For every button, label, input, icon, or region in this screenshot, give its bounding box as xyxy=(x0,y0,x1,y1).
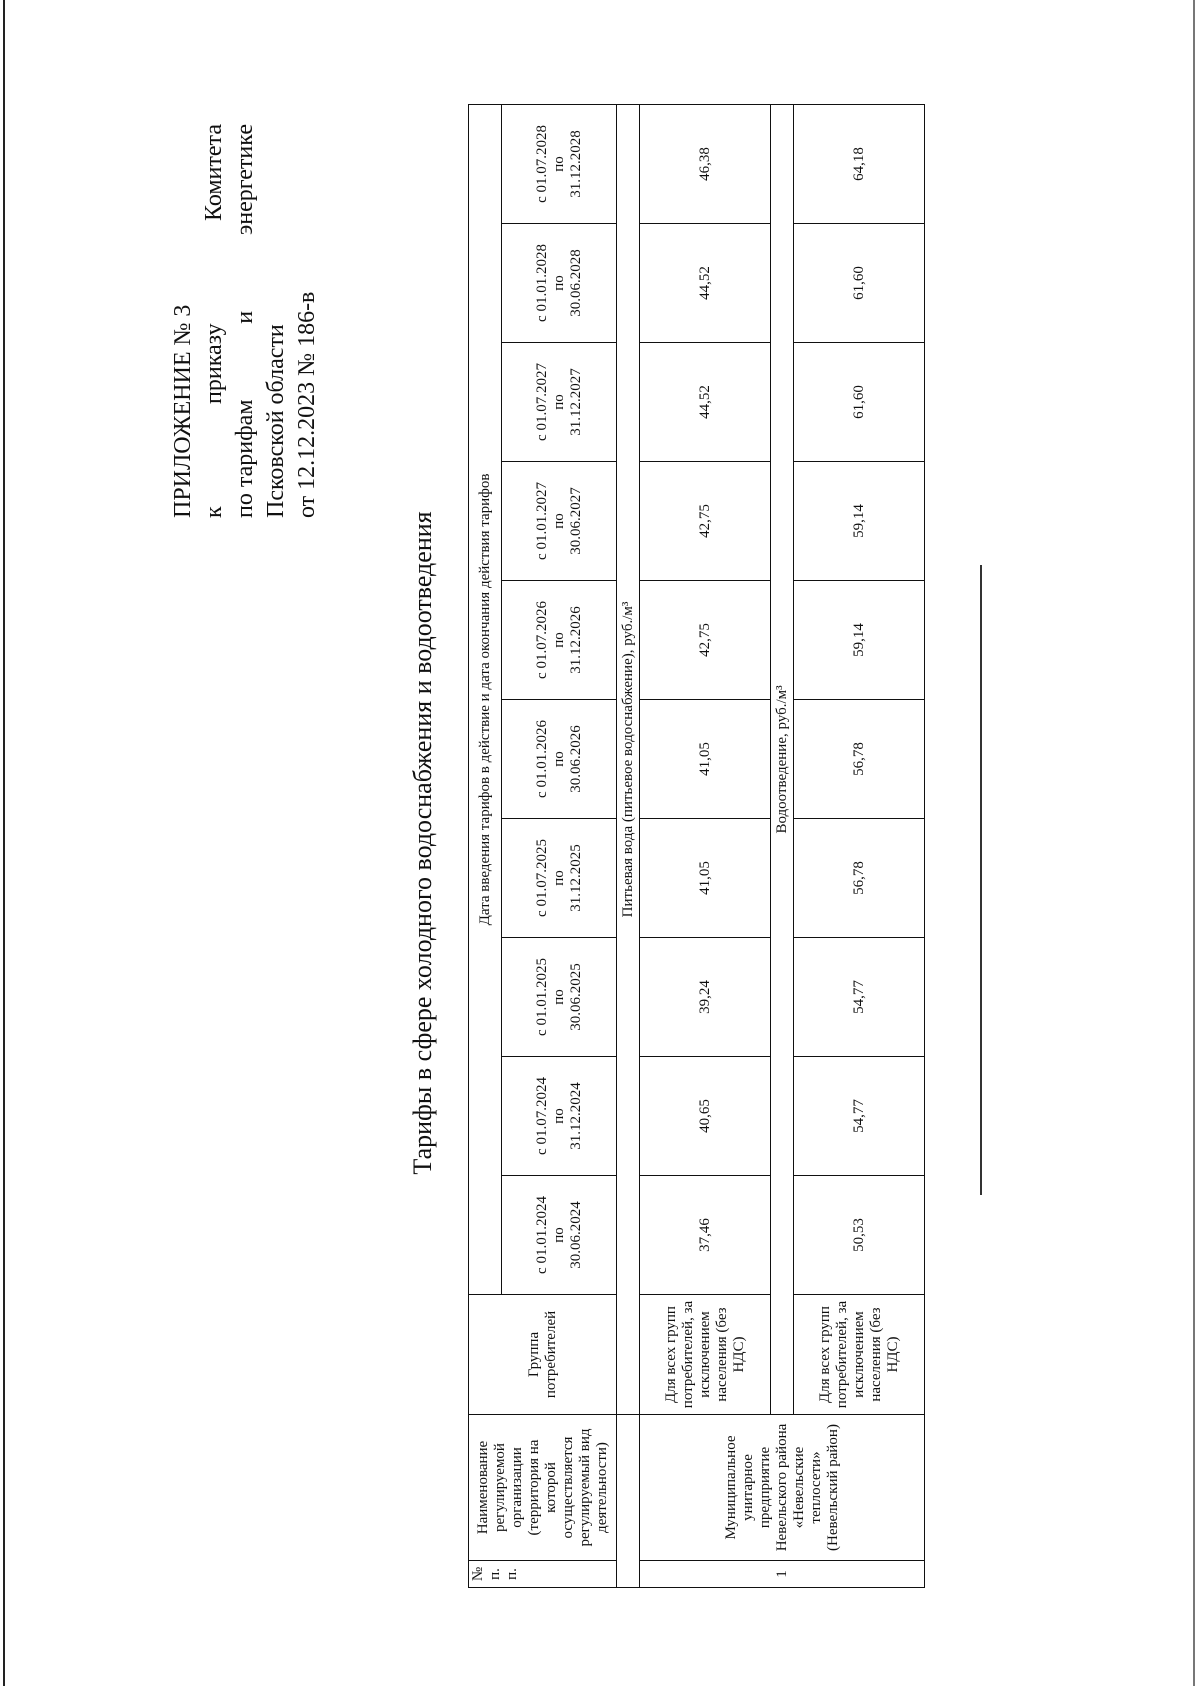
period-header xyxy=(502,1176,617,1295)
header-dates: Дата введения тарифов в действие и дата окончания действия тарифов xyxy=(469,104,502,1294)
period-from: с 01.01.2024 xyxy=(533,1196,550,1274)
tariff-value: 42,75 xyxy=(640,462,771,581)
period-to: 31.12.2028 xyxy=(567,130,584,198)
tariff-value: 59,14 xyxy=(794,462,925,581)
period-to: 30.06.2024 xyxy=(567,1201,584,1269)
period-header xyxy=(502,938,617,1057)
period-to: 30.06.2028 xyxy=(567,249,584,317)
period-to: 30.06.2026 xyxy=(567,725,584,793)
tariff-value: 56,78 xyxy=(794,700,925,819)
period-header xyxy=(502,700,617,819)
period-from: с 01.01.2025 xyxy=(533,958,550,1036)
tariff-value: 44,52 xyxy=(640,343,771,462)
period-to: 31.12.2027 xyxy=(567,368,584,436)
period-to: 30.06.2025 xyxy=(567,963,584,1031)
period-header xyxy=(502,224,617,343)
period-po: по xyxy=(550,275,567,291)
annex-line-4: Псковской области xyxy=(263,324,289,518)
period-from: с 01.07.2027 xyxy=(533,363,550,441)
period-from: с 01.07.2024 xyxy=(533,1077,550,1155)
document-title: Тарифы в сфере холодного водоснабжения и водоотведения xyxy=(408,511,437,1175)
tariff-value: 39,24 xyxy=(640,938,771,1057)
header-organization: Наименование регулируемой организации (территория на которой осуществляется регулируемый вид деятельности) xyxy=(469,1415,617,1561)
tariff-value: 56,78 xyxy=(794,819,925,938)
period-header xyxy=(502,819,617,938)
period-from: с 01.01.2026 xyxy=(533,720,550,798)
organization-name: Муниципальное унитарное предприятие Невельского района «Невельские теплосети» (Невельский район) xyxy=(640,1415,925,1561)
period-to: 31.12.2024 xyxy=(567,1082,584,1150)
consumer-group-sewage: Для всех групп потребителей, за исключением населения (без НДС) xyxy=(794,1295,925,1415)
section-spacer xyxy=(617,1415,640,1588)
tariff-value: 37,46 xyxy=(640,1176,771,1295)
tariff-value: 42,75 xyxy=(640,581,771,700)
period-to: 30.06.2027 xyxy=(567,487,584,555)
annex-line-3: по тарифам и энергетике xyxy=(232,124,258,518)
tariff-value: 46,38 xyxy=(640,104,771,223)
tariff-value: 41,05 xyxy=(640,819,771,938)
period-header xyxy=(502,104,617,223)
period-header xyxy=(502,462,617,581)
period-po: по xyxy=(550,1227,567,1243)
period-from: с 01.07.2025 xyxy=(533,839,550,917)
annex-line-2: к приказу Комитета xyxy=(201,124,227,518)
section-title-water: Питьевая вода (питьевое водоснабжение), руб./м³ xyxy=(617,104,640,1414)
annex-header xyxy=(168,124,323,518)
tariff-value: 64,18 xyxy=(794,104,925,223)
period-po: по xyxy=(550,513,567,529)
period-header xyxy=(502,1057,617,1176)
tariff-value: 50,53 xyxy=(794,1176,925,1295)
period-to: 31.12.2025 xyxy=(567,844,584,912)
period-from: с 01.07.2026 xyxy=(533,601,550,679)
period-header xyxy=(502,581,617,700)
annex-date: от 12.12.2023 № 186-в xyxy=(294,291,320,518)
period-po: по xyxy=(550,989,567,1005)
consumer-group-water: Для всех групп потребителей, за исключением населения (без НДС) xyxy=(640,1295,771,1415)
period-to: 31.12.2026 xyxy=(567,606,584,674)
tariff-value: 44,52 xyxy=(640,224,771,343)
period-po: по xyxy=(550,1108,567,1124)
period-from: с 01.01.2027 xyxy=(533,482,550,560)
period-from: с 01.07.2028 xyxy=(533,125,550,203)
tariff-value: 41,05 xyxy=(640,700,771,819)
tariff-value: 61,60 xyxy=(794,224,925,343)
tariff-value: 61,60 xyxy=(794,343,925,462)
period-po: по xyxy=(550,394,567,410)
section-title-sewage: Водоотведение, руб./м³ xyxy=(771,104,794,1414)
tariff-table xyxy=(468,104,925,1588)
period-from: с 01.01.2028 xyxy=(533,244,550,322)
tariff-value: 40,65 xyxy=(640,1057,771,1176)
annex-title: ПРИЛОЖЕНИЕ № 3 xyxy=(170,304,196,518)
tariff-value: 59,14 xyxy=(794,581,925,700)
tariff-value: 54,77 xyxy=(794,1057,925,1176)
period-po: по xyxy=(550,870,567,886)
header-number: № п. п. xyxy=(469,1561,617,1588)
period-po: по xyxy=(550,156,567,172)
row-number: 1 xyxy=(640,1561,925,1588)
period-header xyxy=(502,343,617,462)
period-po: по xyxy=(550,751,567,767)
period-po: по xyxy=(550,632,567,648)
tariff-value: 54,77 xyxy=(794,938,925,1057)
header-consumer-group: Группа потребителей xyxy=(469,1295,617,1415)
